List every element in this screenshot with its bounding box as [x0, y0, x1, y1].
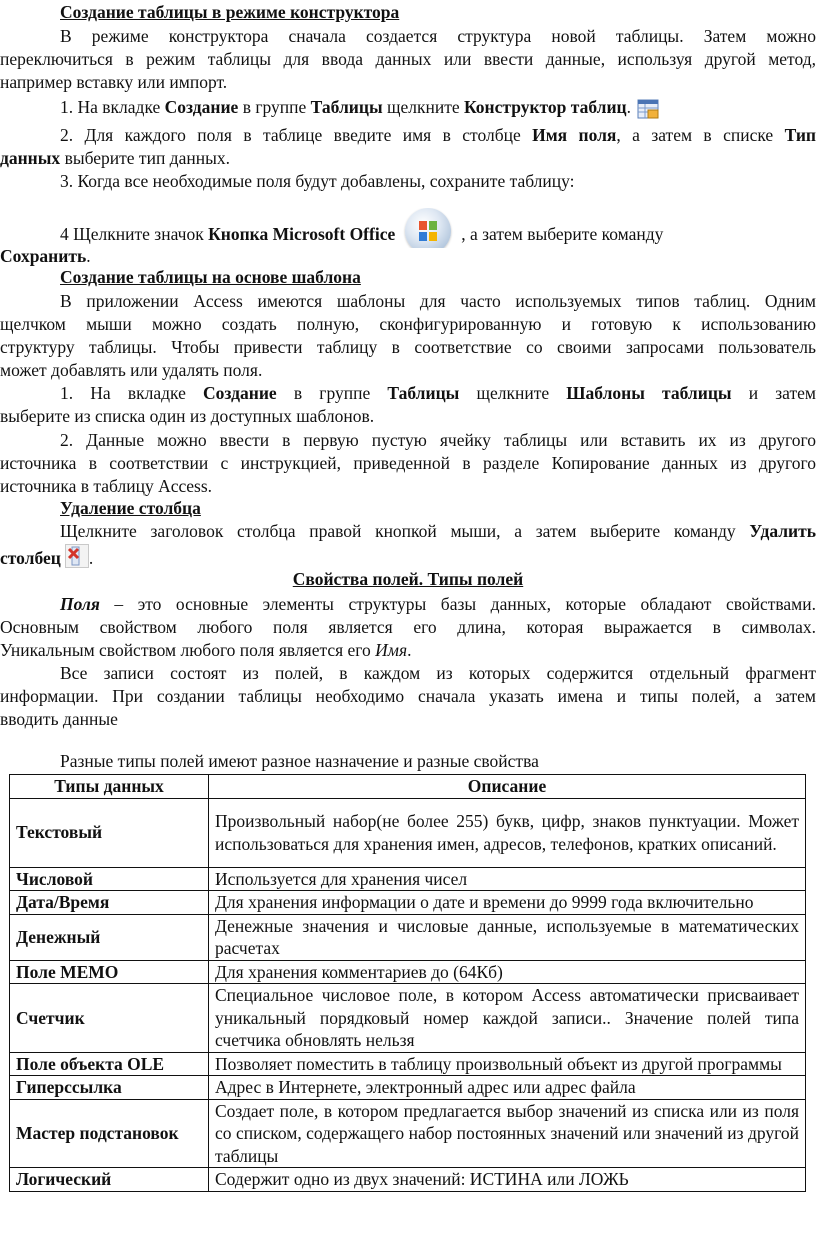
field-types-table: [9, 774, 806, 1192]
table-row: [10, 1052, 806, 1076]
cell-description: Произвольный набор(не более 255) букв, цифр, знаков пунктуации. Может использоваться для хранения имен, адресов, телефонов, кратких описаний.: [209, 798, 806, 867]
paragraph-line: переключиться в режим таблицы для ввода данных или ввести данные, используя другой метод,: [0, 49, 816, 69]
cell-description: Используется для хранения чисел: [209, 867, 806, 891]
cell-type: Счетчик: [10, 984, 209, 1053]
paragraph-line: Уникальным свойством любого поля является его Имя.: [0, 640, 412, 660]
list-item-template-step-1: 1. На вкладке Создание в группе Таблицы щелкните Шаблоны таблицы и затем: [60, 383, 816, 403]
paragraph-line: информации. При создании таблицы необходимо сначала указать имена и типы полей, а затем: [0, 686, 816, 706]
table-row: [10, 1099, 806, 1168]
cell-type: Денежный: [10, 914, 209, 960]
cell-description: Для хранения комментариев до (64Кб): [209, 960, 806, 984]
table-row: [10, 984, 806, 1053]
cell-description: Содержит одно из двух значений: ИСТИНА или ЛОЖЬ: [209, 1168, 806, 1192]
table-row: [10, 891, 806, 915]
list-item-step-2-cont: данных выберите тип данных.: [0, 148, 230, 168]
cell-type: Числовой: [10, 867, 209, 891]
cell-type: Мастер подстановок: [10, 1099, 209, 1168]
list-item-step-4: 4 Щелкните значок Кнопка Microsoft Office , а затем выберите команду: [0, 208, 816, 248]
table-design-icon: [637, 99, 659, 119]
cell-description: Создает поле, в котором предлагается выбор значений из списка или из поля со списком, содержащего набор постоянных значений или значений из другой таблицы: [209, 1099, 806, 1168]
cell-type: Гиперссылка: [10, 1076, 209, 1100]
column-header-description: Описание: [209, 775, 806, 799]
table-header-row: [10, 775, 806, 799]
microsoft-office-button-icon: [405, 208, 451, 248]
delete-column-icon: [65, 544, 89, 568]
paragraph-line: Основным свойством любого поля является его длина, которая выражается в символах.: [0, 617, 816, 637]
table-row: [10, 1076, 806, 1100]
paragraph-line: Поля – это основные элементы структуры базы данных, которые обладают свойствами.: [60, 594, 816, 614]
table-row: [10, 867, 806, 891]
cell-type: Поле объекта OLE: [10, 1052, 209, 1076]
cell-description: Денежные значения и числовые данные, используемые в математических расчетах: [209, 914, 806, 960]
table-row: [10, 798, 806, 867]
paragraph-line: например вставку или импорт.: [0, 72, 228, 92]
cell-description: Специальное числовое поле, в котором Access автоматически присваивает уникальный порядковый номер каждой записи.. Значение полей типа счетчика обновлять нельзя: [209, 984, 806, 1053]
cell-type: Поле МЕМО: [10, 960, 209, 984]
cell-type: Логический: [10, 1168, 209, 1192]
heading-delete-column: Удаление столбца: [60, 498, 201, 518]
cell-type: Дата/Время: [10, 891, 209, 915]
cell-description: Позволяет поместить в таблицу произвольный объект из другой программы: [209, 1052, 806, 1076]
paragraph-line: Все записи состоят из полей, в каждом из которых содержится отдельный фрагмент: [60, 663, 816, 683]
list-item-step-1: 1. На вкладке Создание в группе Таблицы щелкните Конструктор таблиц.: [0, 96, 816, 119]
heading-template: Создание таблицы на основе шаблона: [60, 267, 361, 287]
heading-field-properties: Свойства полей. Типы полей: [292, 569, 524, 589]
paragraph-line: источника в соответствии с инструкцией, приведенной в разделе Копирование данных из другого: [0, 453, 816, 473]
cell-description: Для хранения информации о дате и времени до 9999 года включительно: [209, 891, 806, 915]
paragraph-line: вводить данные: [0, 709, 118, 729]
paragraph-line: структуру таблицы. Чтобы привести таблицу в соответствие со своими запросами пользователь: [0, 337, 816, 357]
paragraph-line: щелчком мыши можно создать полную, сконфигурированную и готовую к использованию: [0, 314, 816, 334]
list-item-step-4-cont: Сохранить.: [0, 246, 91, 266]
paragraph-line: источника в таблицу Access.: [0, 476, 213, 496]
column-header-types: Типы данных: [10, 775, 209, 799]
table-row: [10, 960, 806, 984]
table-row: [10, 1168, 806, 1192]
cell-description: Адрес в Интернете, электронный адрес или адрес файла: [209, 1076, 806, 1100]
list-item-template-step-2: 2. Данные можно ввести в первую пустую ячейку таблицы или вставить их из другого: [60, 430, 816, 450]
cell-type: Текстовый: [10, 798, 209, 867]
list-item-step-3: 3. Когда все необходимые поля будут добавлены, сохраните таблицу:: [60, 171, 575, 191]
paragraph-line: В режиме конструктора сначала создается структура новой таблицы. Затем можно: [60, 26, 816, 46]
paragraph-line: может добавлять или удалять поля.: [0, 360, 263, 380]
paragraph-line: столбец .: [0, 544, 816, 570]
paragraph-line: В приложении Access имеются шаблоны для часто используемых типов таблиц. Одним: [60, 291, 816, 311]
paragraph-line: Щелкните заголовок столбца правой кнопкой мыши, а затем выберите команду Удалить: [60, 521, 816, 541]
table-caption: Разные типы полей имеют разное назначение и разные свойства: [60, 751, 539, 771]
table-row: [10, 914, 806, 960]
list-item-template-step-1-cont: выберите из списка один из доступных шаблонов.: [0, 406, 375, 426]
list-item-step-2: 2. Для каждого поля в таблице введите имя в столбце Имя поля, а затем в списке Тип: [60, 125, 816, 145]
heading-design-mode: Создание таблицы в режиме конструктора: [60, 2, 400, 22]
